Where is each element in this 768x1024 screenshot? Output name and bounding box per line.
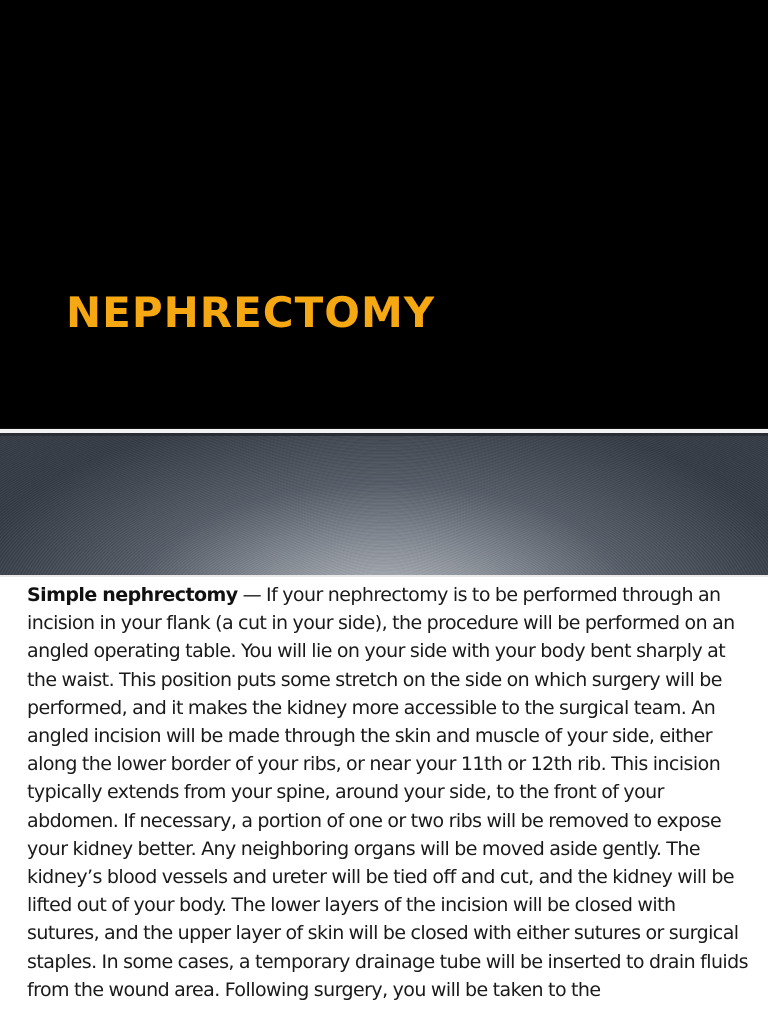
paragraph-text: — If your nephrectomy is to be performed through an incision in your flank (a cut in your side), the procedure will be performed on an angled operating table. You will lie on your side with your body bent sharply at the waist. This position puts some stretch on the side on which surgery will be performed, and it makes the kidney more accessible to the surgical team. An angled incision will be made through the skin and muscle of your side, either along the lower border of your ribs, or near your 11th or 12th rib. This incision typically extends from your spine, around your side, to the front of your abdomen. If necessary, a portion of one or two ribs will be removed to expose your kidney better. Any neighboring organs will be moved aside gently. The kidney’s blood vessels and ureter will be tied off and cut, and the kidney will be lifted out of your body. The lower layers of the incision will be closed with sutures, and the upper layer of skin will be closed with either sutures or surgical staples. In some cases, a temporary drainage tube will be inserted to drain fluids from the wound area. Following surgery, you will be taken to the bbox=[27, 584, 749, 1001]
slide-title: NEPHRECTOMY bbox=[66, 288, 436, 337]
title-slide bbox=[0, 0, 768, 428]
slide-separator bbox=[0, 428, 768, 436]
lead-term: Simple nephrectomy bbox=[27, 584, 238, 606]
content-slide bbox=[0, 577, 768, 1024]
body-paragraph bbox=[27, 581, 749, 1004]
slide-gradient-background bbox=[0, 436, 768, 575]
